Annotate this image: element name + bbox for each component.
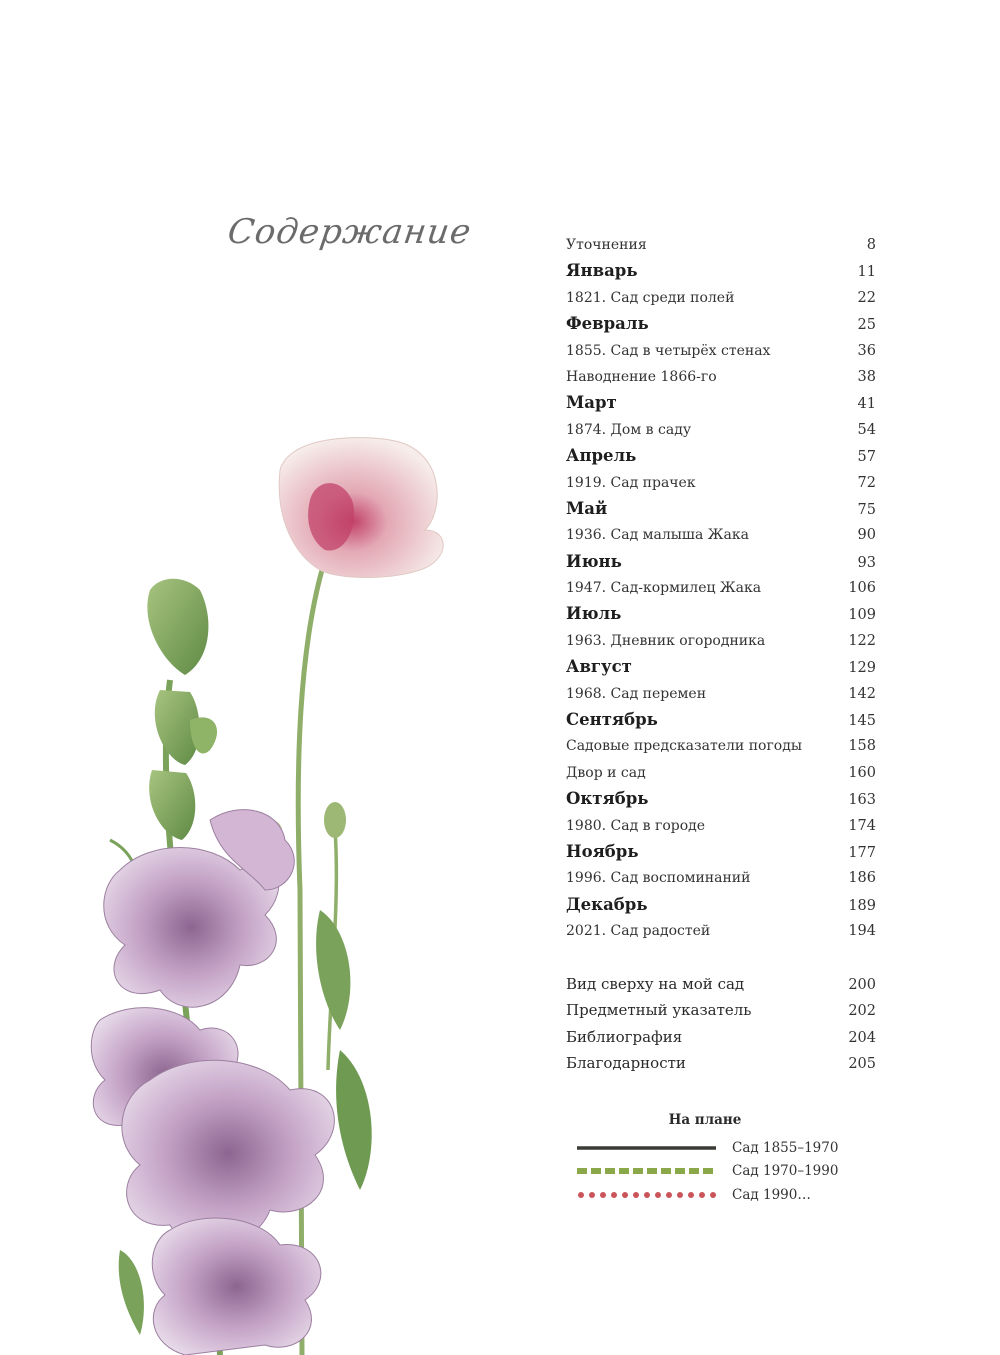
toc-entry-label: Вид сверху на мой сад (566, 974, 745, 993)
toc-page-number: 204 (848, 1029, 876, 1046)
table-of-contents (566, 232, 876, 1077)
toc-entry-label: Двор и сад (566, 764, 646, 781)
toc-page-number: 106 (848, 580, 876, 597)
toc-page-number: 109 (848, 607, 876, 624)
toc-entry (566, 813, 876, 839)
map-legend (575, 1112, 855, 1207)
toc-entry (566, 338, 876, 364)
toc-page-number: 36 (857, 342, 876, 359)
toc-month-entry (566, 601, 876, 627)
botanical-flowers-illustration (90, 430, 450, 1355)
toc-page-number: 25 (857, 317, 876, 334)
toc-page-number: 41 (857, 396, 876, 413)
toc-page-number: 129 (848, 660, 876, 677)
toc-entry (566, 575, 876, 601)
toc-entry-label: Сентябрь (566, 710, 658, 730)
legend-item (575, 1183, 855, 1207)
toc-entry-label: 1874. Дом в саду (566, 421, 692, 438)
legend-item-label: Сад 1990… (732, 1186, 811, 1203)
toc-entry (566, 364, 876, 390)
toc-page-number: 186 (848, 870, 876, 887)
toc-page-number: 8 (866, 237, 876, 253)
toc-entry-label: 1996. Сад воспоминаний (566, 870, 751, 887)
toc-entry-label: Март (566, 393, 617, 413)
toc-entry (566, 417, 876, 443)
toc-page-number: 205 (848, 1056, 876, 1073)
legend-item (575, 1136, 855, 1160)
toc-entry-label: 1919. Сад прачек (566, 474, 696, 491)
toc-entry (566, 681, 876, 707)
toc-page-number: 142 (848, 685, 876, 702)
toc-entry-label: 1936. Сад малыша Жака (566, 527, 749, 544)
page-title: Содержание (225, 212, 475, 252)
toc-month-entry (566, 839, 876, 865)
toc-month-entry (566, 390, 876, 416)
toc-month-entry (566, 443, 876, 469)
toc-entry (566, 760, 876, 786)
toc-page-number: 202 (848, 1003, 876, 1020)
toc-month-entry (566, 654, 876, 680)
toc-entry-label: Апрель (566, 446, 637, 466)
toc-entry-label: Садовые предсказатели погоды (566, 738, 802, 755)
toc-page-number: 11 (857, 264, 876, 281)
toc-page-number: 200 (848, 976, 876, 993)
legend-item-label: Сад 1855–1970 (732, 1139, 839, 1156)
toc-entry-label: 1963. Дневник огородника (566, 632, 766, 649)
dotted-line-swatch-icon (575, 1189, 720, 1201)
toc-entry (566, 1050, 876, 1076)
toc-entry-label: Библиография (566, 1027, 683, 1046)
toc-page-number: 177 (848, 844, 876, 861)
toc-page-number: 90 (857, 527, 876, 544)
toc-entry (566, 918, 876, 944)
toc-entry (566, 232, 876, 258)
toc-month-entry (566, 892, 876, 918)
toc-page-number: 75 (857, 501, 876, 518)
toc-entry (566, 1024, 876, 1050)
toc-entry (566, 470, 876, 496)
toc-entry-label: 1855. Сад в четырёх стенах (566, 342, 771, 359)
toc-entry-label: Благодарности (566, 1054, 686, 1073)
toc-entry-label: 1968. Сад перемен (566, 685, 707, 702)
toc-page-number: 93 (857, 554, 876, 571)
dashed-line-swatch-icon (575, 1165, 720, 1177)
toc-month-entry (566, 311, 876, 337)
solid-line-swatch-icon (575, 1142, 720, 1154)
toc-entry-label: Декабрь (566, 894, 648, 914)
toc-spacer (566, 945, 876, 971)
toc-month-entry (566, 496, 876, 522)
legend-item (575, 1160, 855, 1184)
toc-entry-label: Ноябрь (566, 841, 639, 861)
legend-title: На плане (668, 1112, 742, 1128)
toc-entry-label: Октябрь (566, 789, 649, 809)
toc-page-number: 194 (848, 923, 876, 940)
toc-page-number: 145 (848, 713, 876, 730)
toc-page-number: 22 (857, 289, 876, 306)
toc-page-number: 54 (857, 421, 876, 438)
toc-page-number: 158 (848, 738, 876, 755)
toc-page-number: 72 (857, 474, 876, 491)
toc-entry-label: 2021. Сад радостей (566, 923, 711, 940)
toc-entry-label: 1980. Сад в городе (566, 817, 706, 834)
toc-entry-label: 1821. Сад среди полей (566, 289, 735, 306)
toc-entry (566, 522, 876, 548)
toc-page-number: 38 (857, 368, 876, 385)
toc-entry-label: Февраль (566, 314, 649, 334)
toc-entry-label: Предметный указатель (566, 1001, 752, 1020)
toc-page-number: 160 (848, 764, 876, 781)
toc-month-entry (566, 258, 876, 284)
toc-page-number: 122 (848, 632, 876, 649)
toc-entry-label: 1947. Сад-кормилец Жака (566, 580, 762, 597)
toc-month-entry (566, 786, 876, 812)
toc-entry (566, 285, 876, 311)
toc-entry-label: Наводнение 1866-го (566, 368, 717, 385)
legend-item-label: Сад 1970–1990 (732, 1163, 839, 1180)
toc-entry (566, 971, 876, 997)
toc-entry-label: Август (566, 657, 632, 677)
toc-entry (566, 628, 876, 654)
toc-entry-label: Уточнения (566, 237, 647, 253)
toc-page-number: 174 (848, 817, 876, 834)
toc-entry-label: Июнь (566, 551, 622, 571)
toc-page-number: 189 (848, 897, 876, 914)
toc-entry-label: Июль (566, 604, 622, 624)
toc-entry (566, 733, 876, 759)
toc-entry (566, 865, 876, 891)
toc-page-number: 163 (848, 792, 876, 809)
toc-month-entry (566, 549, 876, 575)
toc-page-number: 57 (857, 449, 876, 466)
toc-entry-label: Январь (566, 261, 638, 281)
toc-month-entry (566, 707, 876, 733)
toc-entry-label: Май (566, 498, 608, 518)
toc-entry (566, 997, 876, 1023)
